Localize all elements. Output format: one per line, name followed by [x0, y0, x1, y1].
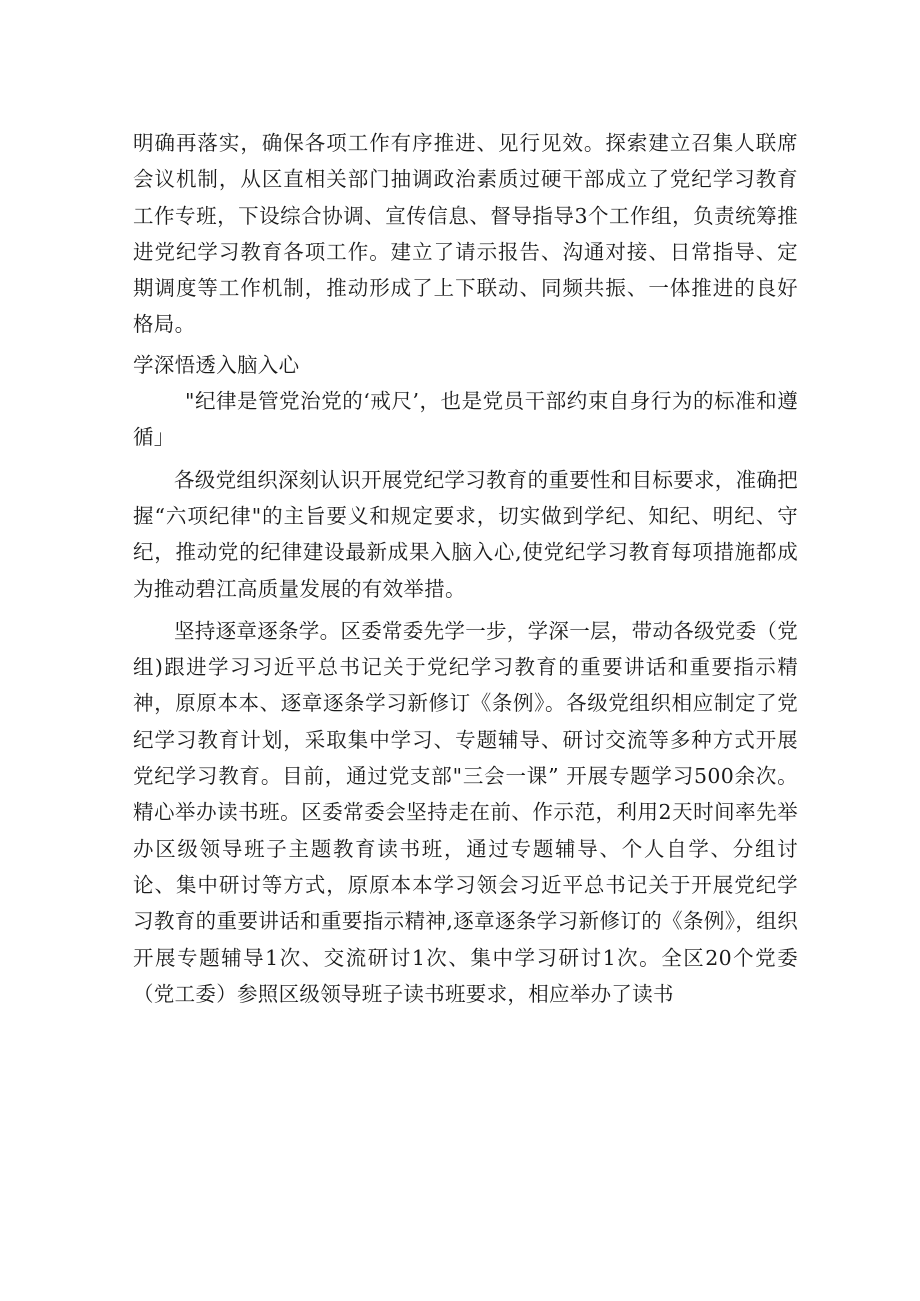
paragraph-party-organizations: 各级党组织深刻认识开展党纪学习教育的重要性和目标要求，准确把握“六项纪律"的主旨要义和规定要求，切实做到学纪、知纪、明纪、守纪，推动党的纪律建设最新成果入脑入心,使党纪学习教育每项措施都成为推动碧江高质量发展的有效举措。	[133, 467, 798, 601]
quote-paragraph: "纪律是管党治党的‘戒尺’，也是党员干部约束自身行为的标准和遵循」	[133, 389, 798, 450]
paragraph-work-mechanism: 明确再落实，确保各项工作有序推进、见行见效。探索建立召集人联席会议机制，从区直相关部门抽调政治素质过硬干部成立了党纪学习教育工作专班，下设综合协调、宣传信息、督导指导3个工作组，负责统筹推进党纪学习教育各项工作。建立了请示报告、沟通对接、日常指导、定期调度等工作机制，推动形成了上下联动、同频共振、一体推进的良好格局。	[133, 131, 798, 337]
section-heading: 学深悟透入脑入心	[133, 352, 300, 377]
paragraph-study-chapter-by-chapter: 坚持逐章逐条学。区委常委先学一步，学深一层，带动各级党委（党组)跟进学习习近平总书记关于党纪学习教育的重要讲话和重要指示精神，原原本本、逐章逐条学习新修订《条例》。各级党组织相应制定了党纪学习教育计划，采取集中学习、专题辅导、研讨交流等多种方式开展党纪学习教育。目前，通过党支部"三会一课” 开展专题学习500余次。精心举办读书班。区委常委会坚持走在前、作示范，利用2天时间率先举办区级领导班子主题教育读书班，通过专题辅导、个人自学、分组讨论、集中研讨等方式，原原本本学习领会习近平总书记关于开展党纪学习教育的重要讲话和重要指示精神,逐章逐条学习新修订的《条例》，组织开展专题辅导1次、交流研讨1次、集中学习研讨1次。全区20个党委（党工委）参照区级领导班子读书班要求，相应举办了读书	[133, 618, 798, 1006]
document-body	[133, 125, 798, 1012]
